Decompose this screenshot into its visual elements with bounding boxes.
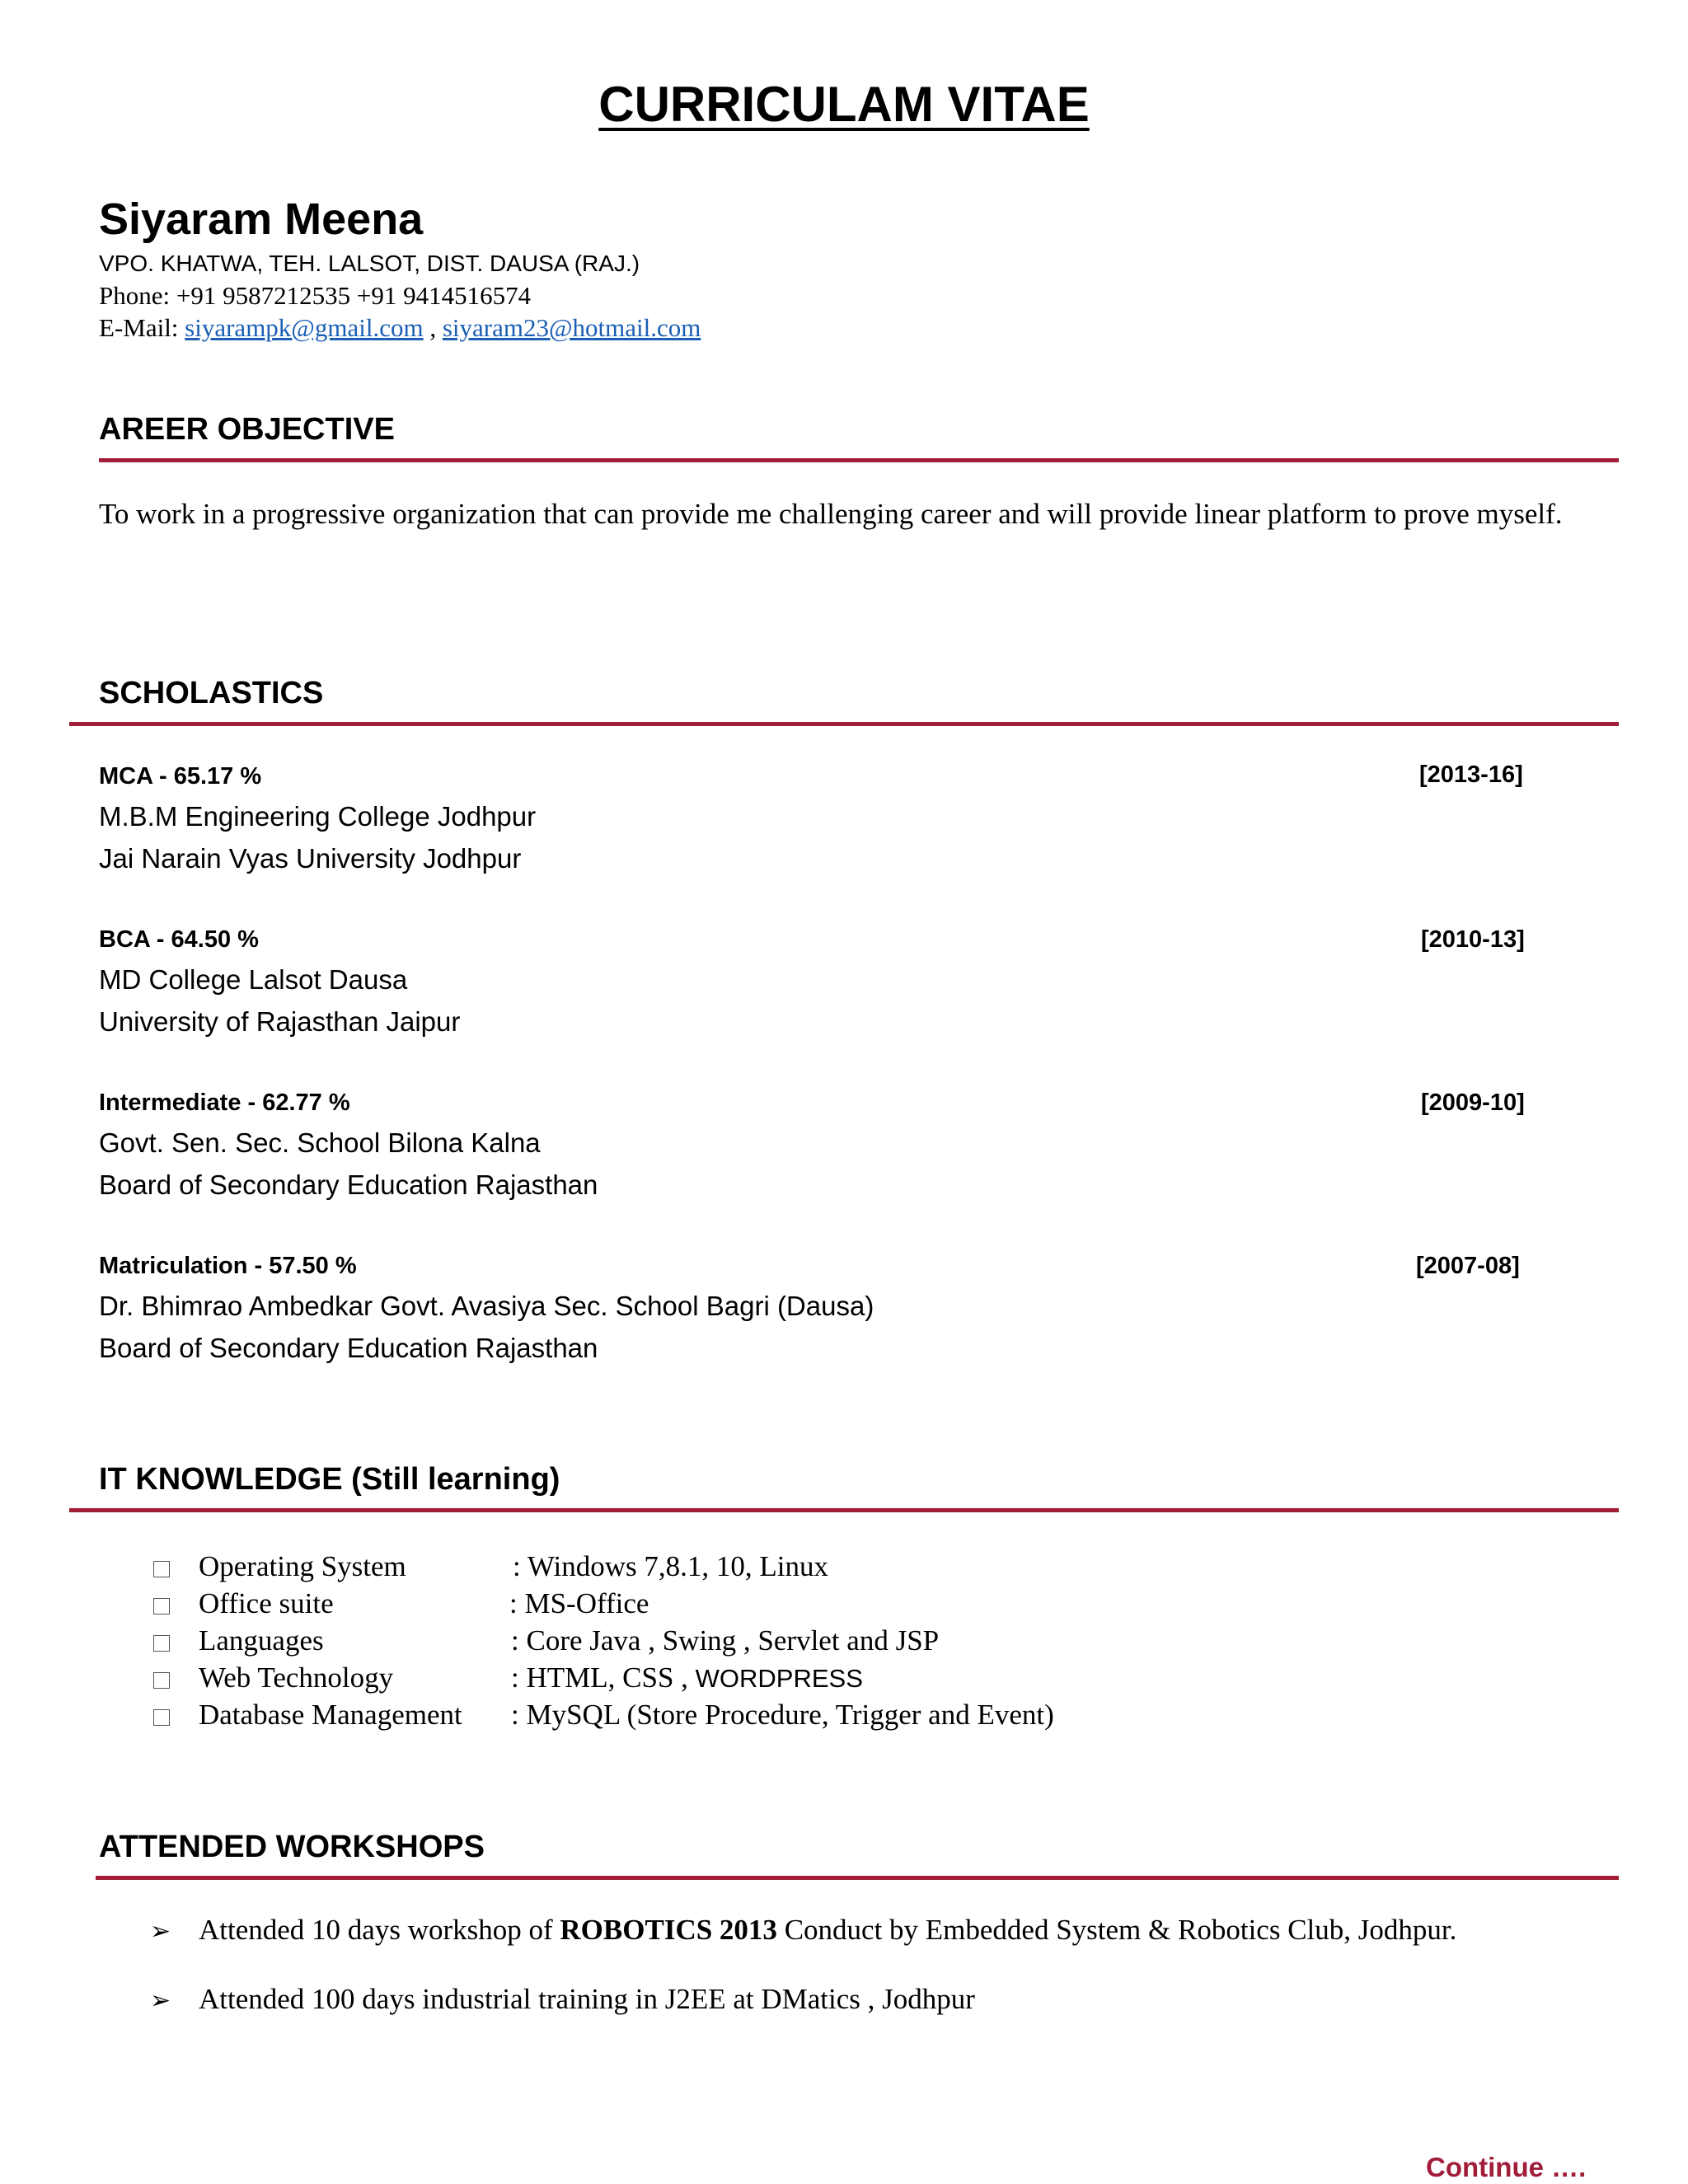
skill-value: : Windows 7,8.1, 10, Linux xyxy=(513,1550,828,1582)
email-link-2[interactable]: siyaram23@hotmail.com xyxy=(442,313,701,342)
college-name: Govt. Sen. Sec. School Bilona Kalna xyxy=(99,1127,541,1158)
workshop-item xyxy=(199,1912,1456,1948)
skill-value: : Core Java , Swing , Servlet and JSP xyxy=(511,1624,940,1657)
degree-years: [2009-10] xyxy=(1421,1090,1525,1116)
email-line xyxy=(99,312,701,344)
skill-label: Database Management xyxy=(199,1699,462,1731)
university-name: Board of Secondary Education Rajasthan xyxy=(99,1169,598,1200)
checkbox-icon xyxy=(153,1659,170,1696)
skill-label: Operating System xyxy=(199,1550,406,1582)
degree-title: Intermediate - 62.77 % xyxy=(99,1090,350,1116)
checkbox-icon xyxy=(153,1548,170,1585)
arrow-bullet-icon: ➢ xyxy=(150,1987,171,2014)
degree-years: [2010-13] xyxy=(1421,926,1525,953)
workshop-text: Conduct by Embedded System & Robotics Club, Jodhpur. xyxy=(776,1914,1457,1946)
skill-value: : MS-Office xyxy=(509,1587,649,1619)
checkbox-icon xyxy=(153,1585,170,1622)
workshop-text: Attended 10 days workshop of xyxy=(199,1914,560,1946)
checkbox-icon xyxy=(153,1696,170,1733)
checkbox-icon xyxy=(153,1622,170,1659)
skill-label: Office suite xyxy=(199,1587,334,1619)
workshop-item: Attended 100 days industrial training in J2EE at DMatics , Jodhpur xyxy=(199,1983,975,2015)
section-divider xyxy=(69,722,1619,726)
degree-title: Matriculation - 57.50 % xyxy=(99,1253,357,1279)
section-divider xyxy=(69,1508,1619,1512)
person-name: Siyaram Meena xyxy=(99,194,424,244)
objective-text: To work in a progressive organization that can provide me challenging career and will provide linear platform to prove myself. xyxy=(99,498,1563,530)
university-name: Board of Secondary Education Rajasthan xyxy=(99,1333,598,1363)
email-label: E-Mail: xyxy=(99,313,185,342)
section-heading-objective: AREER OBJECTIVE xyxy=(99,412,395,447)
section-divider xyxy=(99,458,1619,462)
continue-label: Continue …. xyxy=(1426,2152,1587,2182)
degree-title: MCA - 65.17 % xyxy=(99,763,262,790)
arrow-bullet-icon: ➢ xyxy=(150,1918,171,1945)
degree-title: BCA - 64.50 % xyxy=(99,926,259,953)
workshop-highlight: ROBOTICS 2013 xyxy=(560,1914,777,1946)
email-separator: , xyxy=(423,313,443,342)
college-name: Dr. Bhimrao Ambedkar Govt. Avasiya Sec. School Bagri (Dausa) xyxy=(99,1291,874,1321)
email-link-1[interactable]: siyarampk@gmail.com xyxy=(185,313,424,342)
section-divider xyxy=(96,1876,1619,1880)
degree-years: [2013-16] xyxy=(1419,762,1523,788)
university-name: University of Rajasthan Jaipur xyxy=(99,1006,461,1037)
section-heading-workshops: ATTENDED WORKSHOPS xyxy=(99,1830,485,1864)
skill-label: Languages xyxy=(199,1624,324,1657)
degree-years: [2007-08] xyxy=(1416,1253,1520,1279)
college-name: MD College Lalsot Dausa xyxy=(99,964,408,995)
university-name: Jai Narain Vyas University Jodhpur xyxy=(99,843,522,874)
phone-numbers: Phone: +91 9587212535 +91 9414516574 xyxy=(99,281,532,310)
skill-value xyxy=(511,1659,863,1697)
section-heading-it-knowledge: IT KNOWLEDGE (Still learning) xyxy=(99,1462,560,1497)
skill-value-extra: WORDPRESS xyxy=(695,1664,863,1693)
skill-value-text: : HTML, CSS , xyxy=(511,1661,696,1694)
skill-value: : MySQL (Store Procedure, Trigger and Event) xyxy=(511,1699,1054,1731)
college-name: M.B.M Engineering College Jodhpur xyxy=(99,801,537,832)
skill-label: Web Technology xyxy=(199,1661,394,1694)
document-title: CURRICULAM VITAE xyxy=(598,77,1090,132)
address: VPO. KHATWA, TEH. LALSOT, DIST. DAUSA (RAJ.) xyxy=(99,251,640,276)
section-heading-scholastics: SCHOLASTICS xyxy=(99,676,324,710)
